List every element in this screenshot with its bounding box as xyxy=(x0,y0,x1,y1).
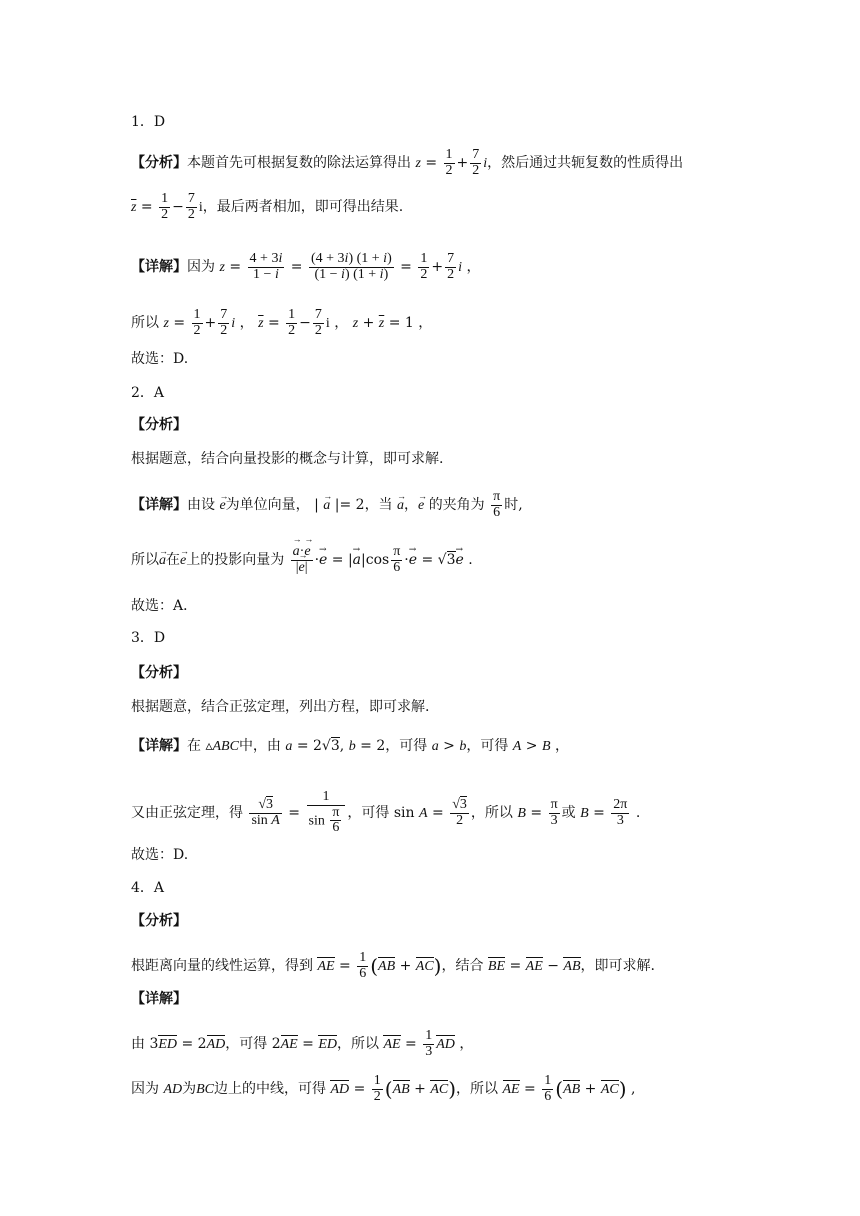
fraction: $\frac{7}{2}$ xyxy=(314,307,322,338)
fraction: 1 sin $\frac{\pi}{6}$ xyxy=(307,790,346,836)
text: 根距离向量的线性运算，得到 xyxy=(131,958,313,975)
fraction: $\frac{1}{6}$ xyxy=(359,950,367,981)
analysis-tag: 【分析】 xyxy=(131,913,187,929)
q1-detail-line1: 【详解】因为 z = $\frac{4 + 3i}{1 - i}$ = $\frac{(4 + 3i) (1 + i)}{(1 - i) (1 + i)}$ = $\frac{1}{2}$ + $\frac{7}{2}$ i ， xyxy=(131,251,481,282)
text: 因为 xyxy=(131,1081,159,1098)
q2-detail-line: 【详解】由设 → e为单位向量， | → a |= 2，当 → a，→ e 的夹角为 $\frac{\pi}{6}$ 时, xyxy=(131,490,523,520)
detail-tag: 【详解】 xyxy=(131,738,187,754)
text: 由 xyxy=(131,1036,145,1053)
q4-detail-tag xyxy=(131,989,187,1009)
q4-detail-line2: 因为 AD为BC边上的中线，可得 AD = $\frac{1}{2}$ (AB + AC)，所以 AE = $\frac{1}{6}$ (AB + AC) , xyxy=(131,1073,636,1104)
text: ，即可求解. xyxy=(580,958,655,975)
text: ，可得 xyxy=(385,738,428,754)
fraction: $\frac{1}{2}$ xyxy=(420,251,428,282)
fraction: $\frac{\pi}{6}$ xyxy=(493,489,501,520)
text: ，可得 xyxy=(225,1036,268,1053)
text: 的夹角为 xyxy=(428,497,485,514)
q2-analysis-text: 根据题意，结合向量投影的概念与计算，即可求解. xyxy=(131,451,444,467)
fraction: $\frac{7}{2}$ xyxy=(447,251,455,282)
fraction: $\frac{\pi}{3}$ xyxy=(550,796,558,828)
text: 所以 xyxy=(131,552,159,569)
text: 为单位向量， xyxy=(225,497,310,514)
q2-analysis-tag xyxy=(131,415,187,435)
analysis-tag: 【分析】 xyxy=(131,417,187,433)
q3-choose: 故选：D. xyxy=(131,847,189,863)
fraction: $\frac{1}{3}$ xyxy=(425,1028,433,1059)
fraction: $\frac{7}{2}$ xyxy=(187,191,195,222)
text: 中，由 xyxy=(238,738,281,754)
text: 因为 xyxy=(187,259,215,276)
text: 本题首先可根据复数的除法运算得出 xyxy=(187,155,411,172)
text: ，可得 xyxy=(466,738,509,754)
fraction: $\frac{√3}{\text{sin A}}$ xyxy=(251,796,280,828)
fraction: $\frac{1}{2}$ xyxy=(373,1073,381,1104)
detail-tag: 【详解】 xyxy=(131,497,187,514)
q2-heading: 2．A xyxy=(131,385,165,401)
fraction: $\frac{1}{2}$ xyxy=(288,307,296,338)
q1-so-line: 所以 z = $\frac{1}{2}$ + $\frac{7}{2}$ i ， $\overline{z}$ = $\frac{1}{2}$ − $\frac{7}{2}$ i ， $z + \overline{z} = 1$ ， xyxy=(131,307,433,338)
q3-analysis-tag xyxy=(131,663,187,683)
q1-choose: 故选：D. xyxy=(131,351,189,367)
analysis-tag: 【分析】 xyxy=(131,665,187,681)
q3-detail-line: 【详解】在 ▵ABC中，由 a = 2√3, b = 2，可得 a > b，可得 A > B ， xyxy=(131,738,569,754)
text: 边上的中线，可得 xyxy=(214,1081,327,1098)
fraction: $\frac{1}{2}$ xyxy=(445,147,453,178)
formula: $\overline{z}$ xyxy=(131,200,137,216)
fraction: $\frac{7}{2}$ xyxy=(220,307,228,338)
text: 或 xyxy=(561,805,576,822)
q4-heading: 4．A xyxy=(131,880,165,896)
formula: z xyxy=(415,156,421,172)
detail-tag: 【详解】 xyxy=(131,991,187,1007)
q1-analysis-line2: $\overline{z}$ = $\frac{1}{2}$ − $\frac{7}{2}$ i，最后两者相加，即可得出结果. xyxy=(131,191,404,222)
fraction: $\frac{2\pi}{3}$ xyxy=(613,796,628,828)
text: 由设 xyxy=(187,497,215,514)
text: ，所以 xyxy=(337,1036,380,1053)
q4-analysis-line: 根距离向量的线性运算，得到 AE = $\frac{1}{6}$ (AB + AC)，结合 BE = AE − AB，即可求解. xyxy=(131,950,655,981)
q3-heading: 3．D xyxy=(131,630,166,646)
q2-projection-line: 所以→ a在→ e上的投影向量为 → $\frac{a\cdot\to e}{|\to e|}$ ·→ e = |→ a|cos $\frac{\pi}{6}$ ·→ e = √3→ e . xyxy=(131,545,473,575)
text: ，所以 xyxy=(456,1081,499,1098)
text: 所以 xyxy=(131,315,159,332)
q3-analysis-text: 根据题意，结合正弦定理，列出方程，即可求解. xyxy=(131,699,430,715)
fraction: $\frac{1}{2}$ xyxy=(193,307,201,338)
fraction: $\frac{7}{2}$ xyxy=(472,147,480,178)
q4-analysis-tag xyxy=(131,911,187,931)
analysis-tag: 【分析】 xyxy=(131,155,187,172)
fraction: $\frac{1}{2}$ xyxy=(161,191,169,222)
text: ，然后通过共轭复数的性质得出 xyxy=(487,155,684,172)
fraction: → $\frac{a\cdot\to e}{|\to e|}$ xyxy=(291,545,313,575)
text: ，可得 xyxy=(347,805,390,822)
q1-analysis-line1: 【分析】本题首先可根据复数的除法运算得出 z = $\frac{1}{2}$ + $\frac{7}{2}$ i，然后通过共轭复数的性质得出 xyxy=(131,147,684,178)
detail-tag: 【详解】 xyxy=(131,259,187,276)
text: ，当 xyxy=(364,497,393,514)
q1-heading: 1．D xyxy=(131,114,166,130)
text: 在 xyxy=(166,552,180,569)
text: 上的投影向量为 xyxy=(186,552,285,569)
q2-choose: 故选：A． xyxy=(131,598,198,614)
q4-detail-line1: 由 3ED = 2AD，可得 2AE = ED，所以 AE = $\frac{1}{3}$ AD ， xyxy=(131,1028,474,1059)
q3-sine-line: 又由正弦定理，得 $\frac{√3}{\text{sin A}}$ = 1 sin $\frac{\pi}{6}$ ，可得 sin A = $\frac{√3}{2}$ ，所以 B = $\frac{\pi}{3}$ 或 B = $\frac{2\pi}{3}$ . xyxy=(131,789,641,836)
text: 为 xyxy=(182,1081,197,1098)
fraction: $\frac{\pi}{6}$ xyxy=(393,544,401,575)
text: ，结合 xyxy=(441,958,484,975)
fraction: $\frac{(4 + 3i) (1 + i)}{(1 - i) (1 + i)}$ xyxy=(310,251,392,282)
fraction: $\frac{√3}{2}$ xyxy=(452,796,467,828)
text: 又由正弦定理，得 xyxy=(131,805,243,822)
fraction: $\frac{1}{6}$ xyxy=(544,1073,552,1104)
text: 时, xyxy=(504,497,523,514)
text: 在 xyxy=(187,738,201,754)
fraction: $\frac{4 + 3i}{1 - i}$ xyxy=(249,251,283,282)
text: ，最后两者相加，即可得出结果. xyxy=(202,199,404,216)
text: ，所以 xyxy=(470,805,513,822)
